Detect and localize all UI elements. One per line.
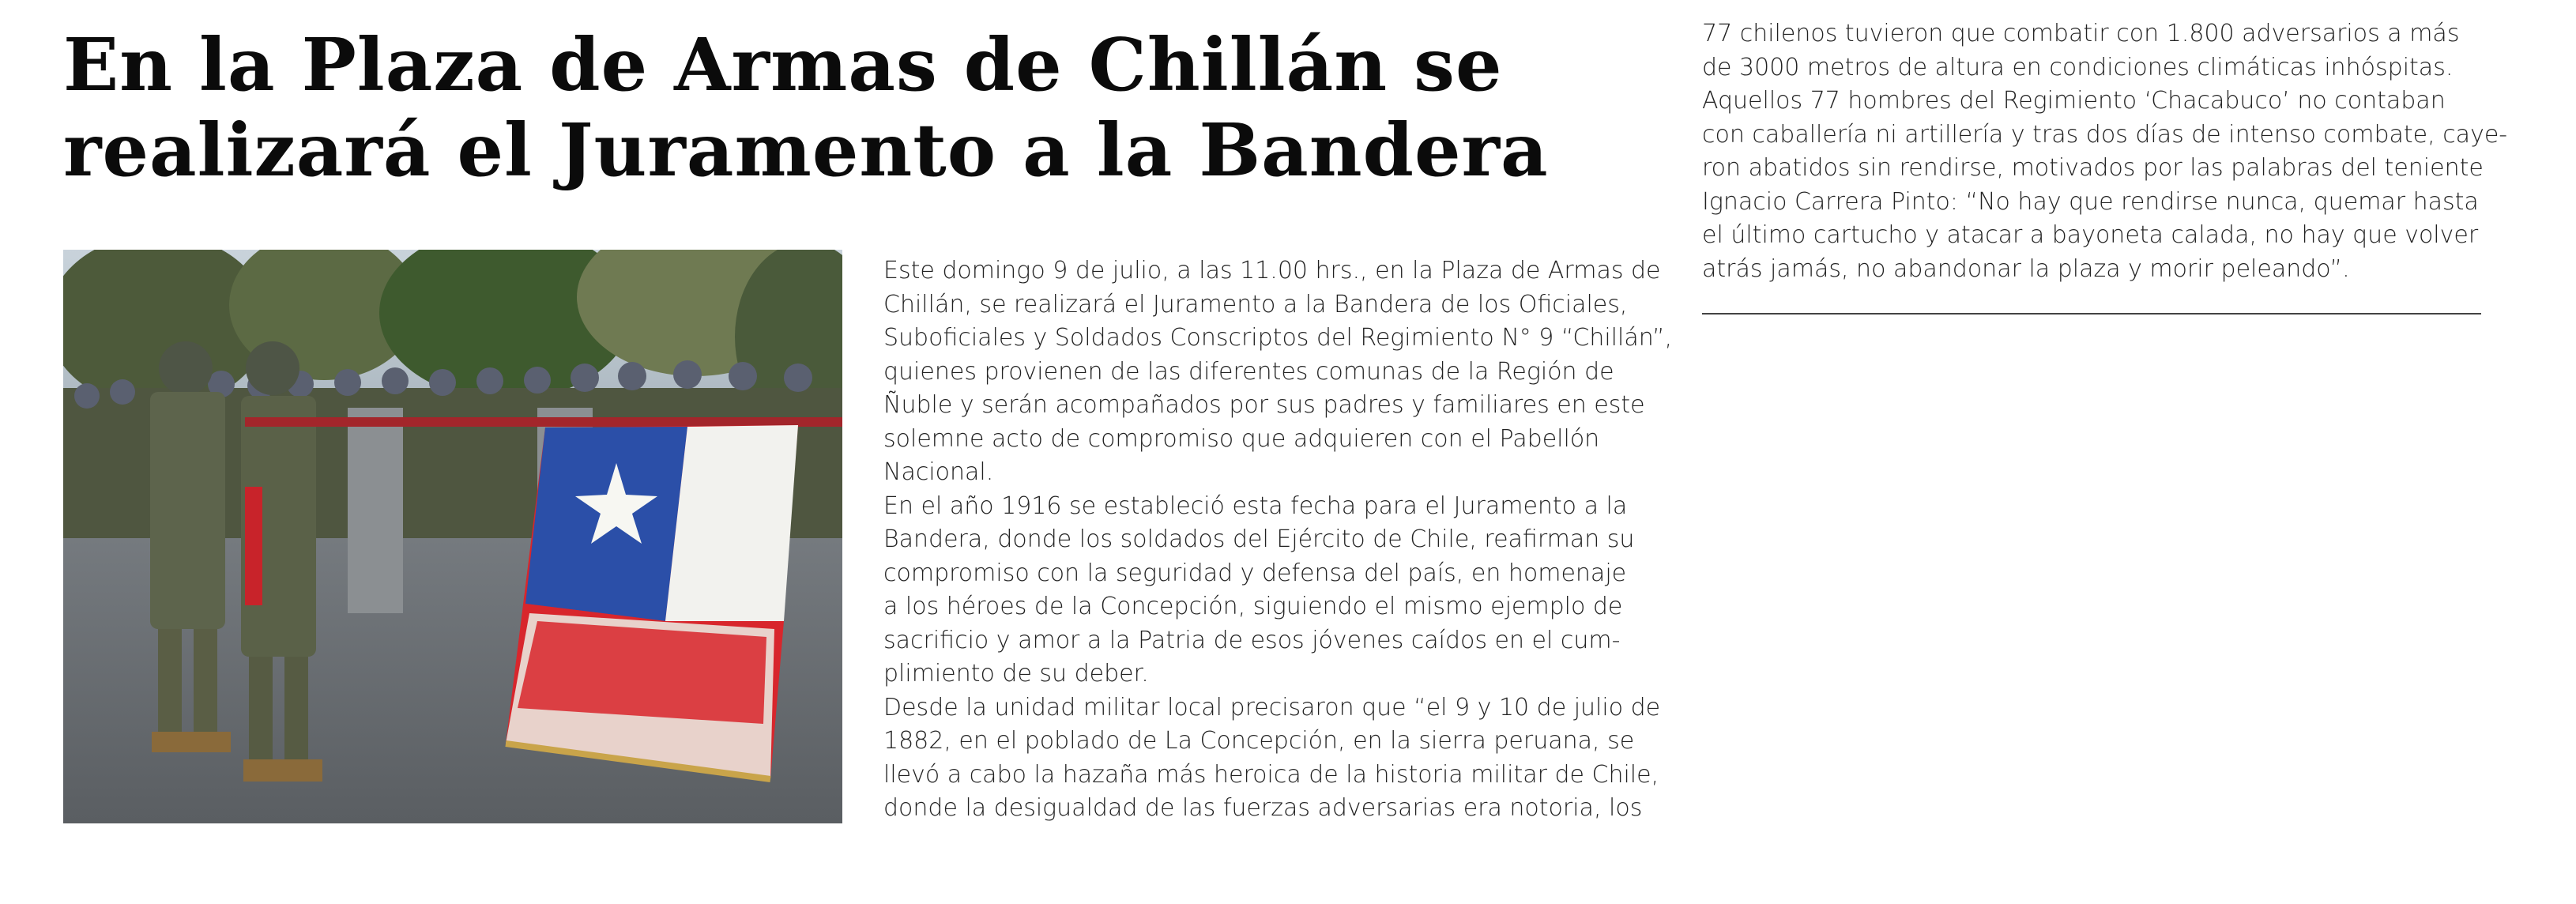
text-line: Aquellos 77 hombres del Regimiento ‘Chacabuco’ no contaban bbox=[1702, 87, 2446, 115]
headline-line-1: En la Plaza de Armas de Chillán se bbox=[63, 22, 1503, 107]
headline-line-2: realizará el Juramento a la Bandera bbox=[63, 107, 1549, 193]
text-line: a los héroes de la Concepción, siguiendo el mismo ejemplo de bbox=[883, 593, 1623, 620]
text-line: Suboficiales y Soldados Conscriptos del Regimiento N° 9 “Chillán”, bbox=[883, 324, 1673, 352]
text-line: 77 chilenos tuvieron que combatir con 1.800 adversarios a más bbox=[1702, 20, 2460, 47]
article-end-rule bbox=[1702, 313, 2481, 315]
text-line: Ignacio Carrera Pinto: “No hay que rendirse nunca, quemar hasta bbox=[1702, 187, 2479, 216]
text-line: donde la desigualdad de las fuerzas adversarias era notoria, los bbox=[883, 794, 1643, 822]
chilean-flag bbox=[506, 425, 798, 779]
paragraph-3 bbox=[883, 691, 1674, 826]
text-line: solemne acto de compromiso que adquieren con el Pabellón bbox=[883, 424, 1600, 453]
text-line: compromiso con la seguridad y defensa del país, en homenaje bbox=[883, 559, 1627, 587]
ceremony-photo-illustration bbox=[63, 250, 842, 823]
text-line: Desde la unidad militar local precisaron que “el 9 y 10 de julio de bbox=[883, 693, 1661, 721]
text-line: Nacional. bbox=[883, 458, 994, 486]
flag-pole bbox=[245, 417, 842, 427]
text-line: ron abatidos sin rendirse, motivados por las palabras del teniente bbox=[1702, 154, 2484, 182]
text-line: Este domingo 9 de julio, a las 11.00 hrs., en la Plaza de Armas de bbox=[883, 257, 1661, 284]
article-body-right-column bbox=[1702, 17, 2508, 286]
text-line: En el año 1916 se estableció esta fecha para el Juramento a la bbox=[883, 492, 1628, 520]
paragraph-continuation bbox=[1702, 17, 2508, 286]
paragraph-2 bbox=[883, 490, 1674, 691]
text-line: con caballería ni artillería y tras dos días de intenso combate, caye- bbox=[1702, 120, 2508, 149]
article-headline bbox=[63, 22, 1675, 193]
text-line: Ñuble y serán acompañados por sus padres y familiares en este bbox=[883, 391, 1645, 419]
text-line: sacrificio y amor a la Patria de esos jóvenes caídos en el cum- bbox=[883, 626, 1621, 654]
text-line: 1882, en el poblado de La Concepción, en la sierra peruana, se bbox=[883, 727, 1635, 755]
text-line: atrás jamás, no abandonar la plaza y morir peleando”. bbox=[1702, 254, 2350, 283]
article-body-middle-column bbox=[883, 254, 1674, 826]
text-line: Bandera, donde los soldados del Ejército de Chile, reafirman su bbox=[883, 525, 1635, 553]
text-line: plimiento de su deber. bbox=[883, 660, 1149, 687]
text-line: de 3000 metros de altura en condiciones climáticas inhóspitas. bbox=[1702, 53, 2454, 81]
text-line: llevó a cabo la hazaña más heroica de la historia militar de Chile, bbox=[883, 760, 1659, 789]
paragraph-1 bbox=[883, 254, 1674, 490]
ceremony-photo bbox=[63, 250, 842, 823]
officer-figure bbox=[348, 408, 403, 613]
text-line: el último cartucho y atacar a bayoneta calada, no hay que volver bbox=[1702, 221, 2479, 249]
text-line: Chillán, se realizará el Juramento a la Bandera de los Oficiales, bbox=[883, 290, 1628, 318]
text-line: quienes provienen de las diferentes comunas de la Región de bbox=[883, 357, 1614, 386]
